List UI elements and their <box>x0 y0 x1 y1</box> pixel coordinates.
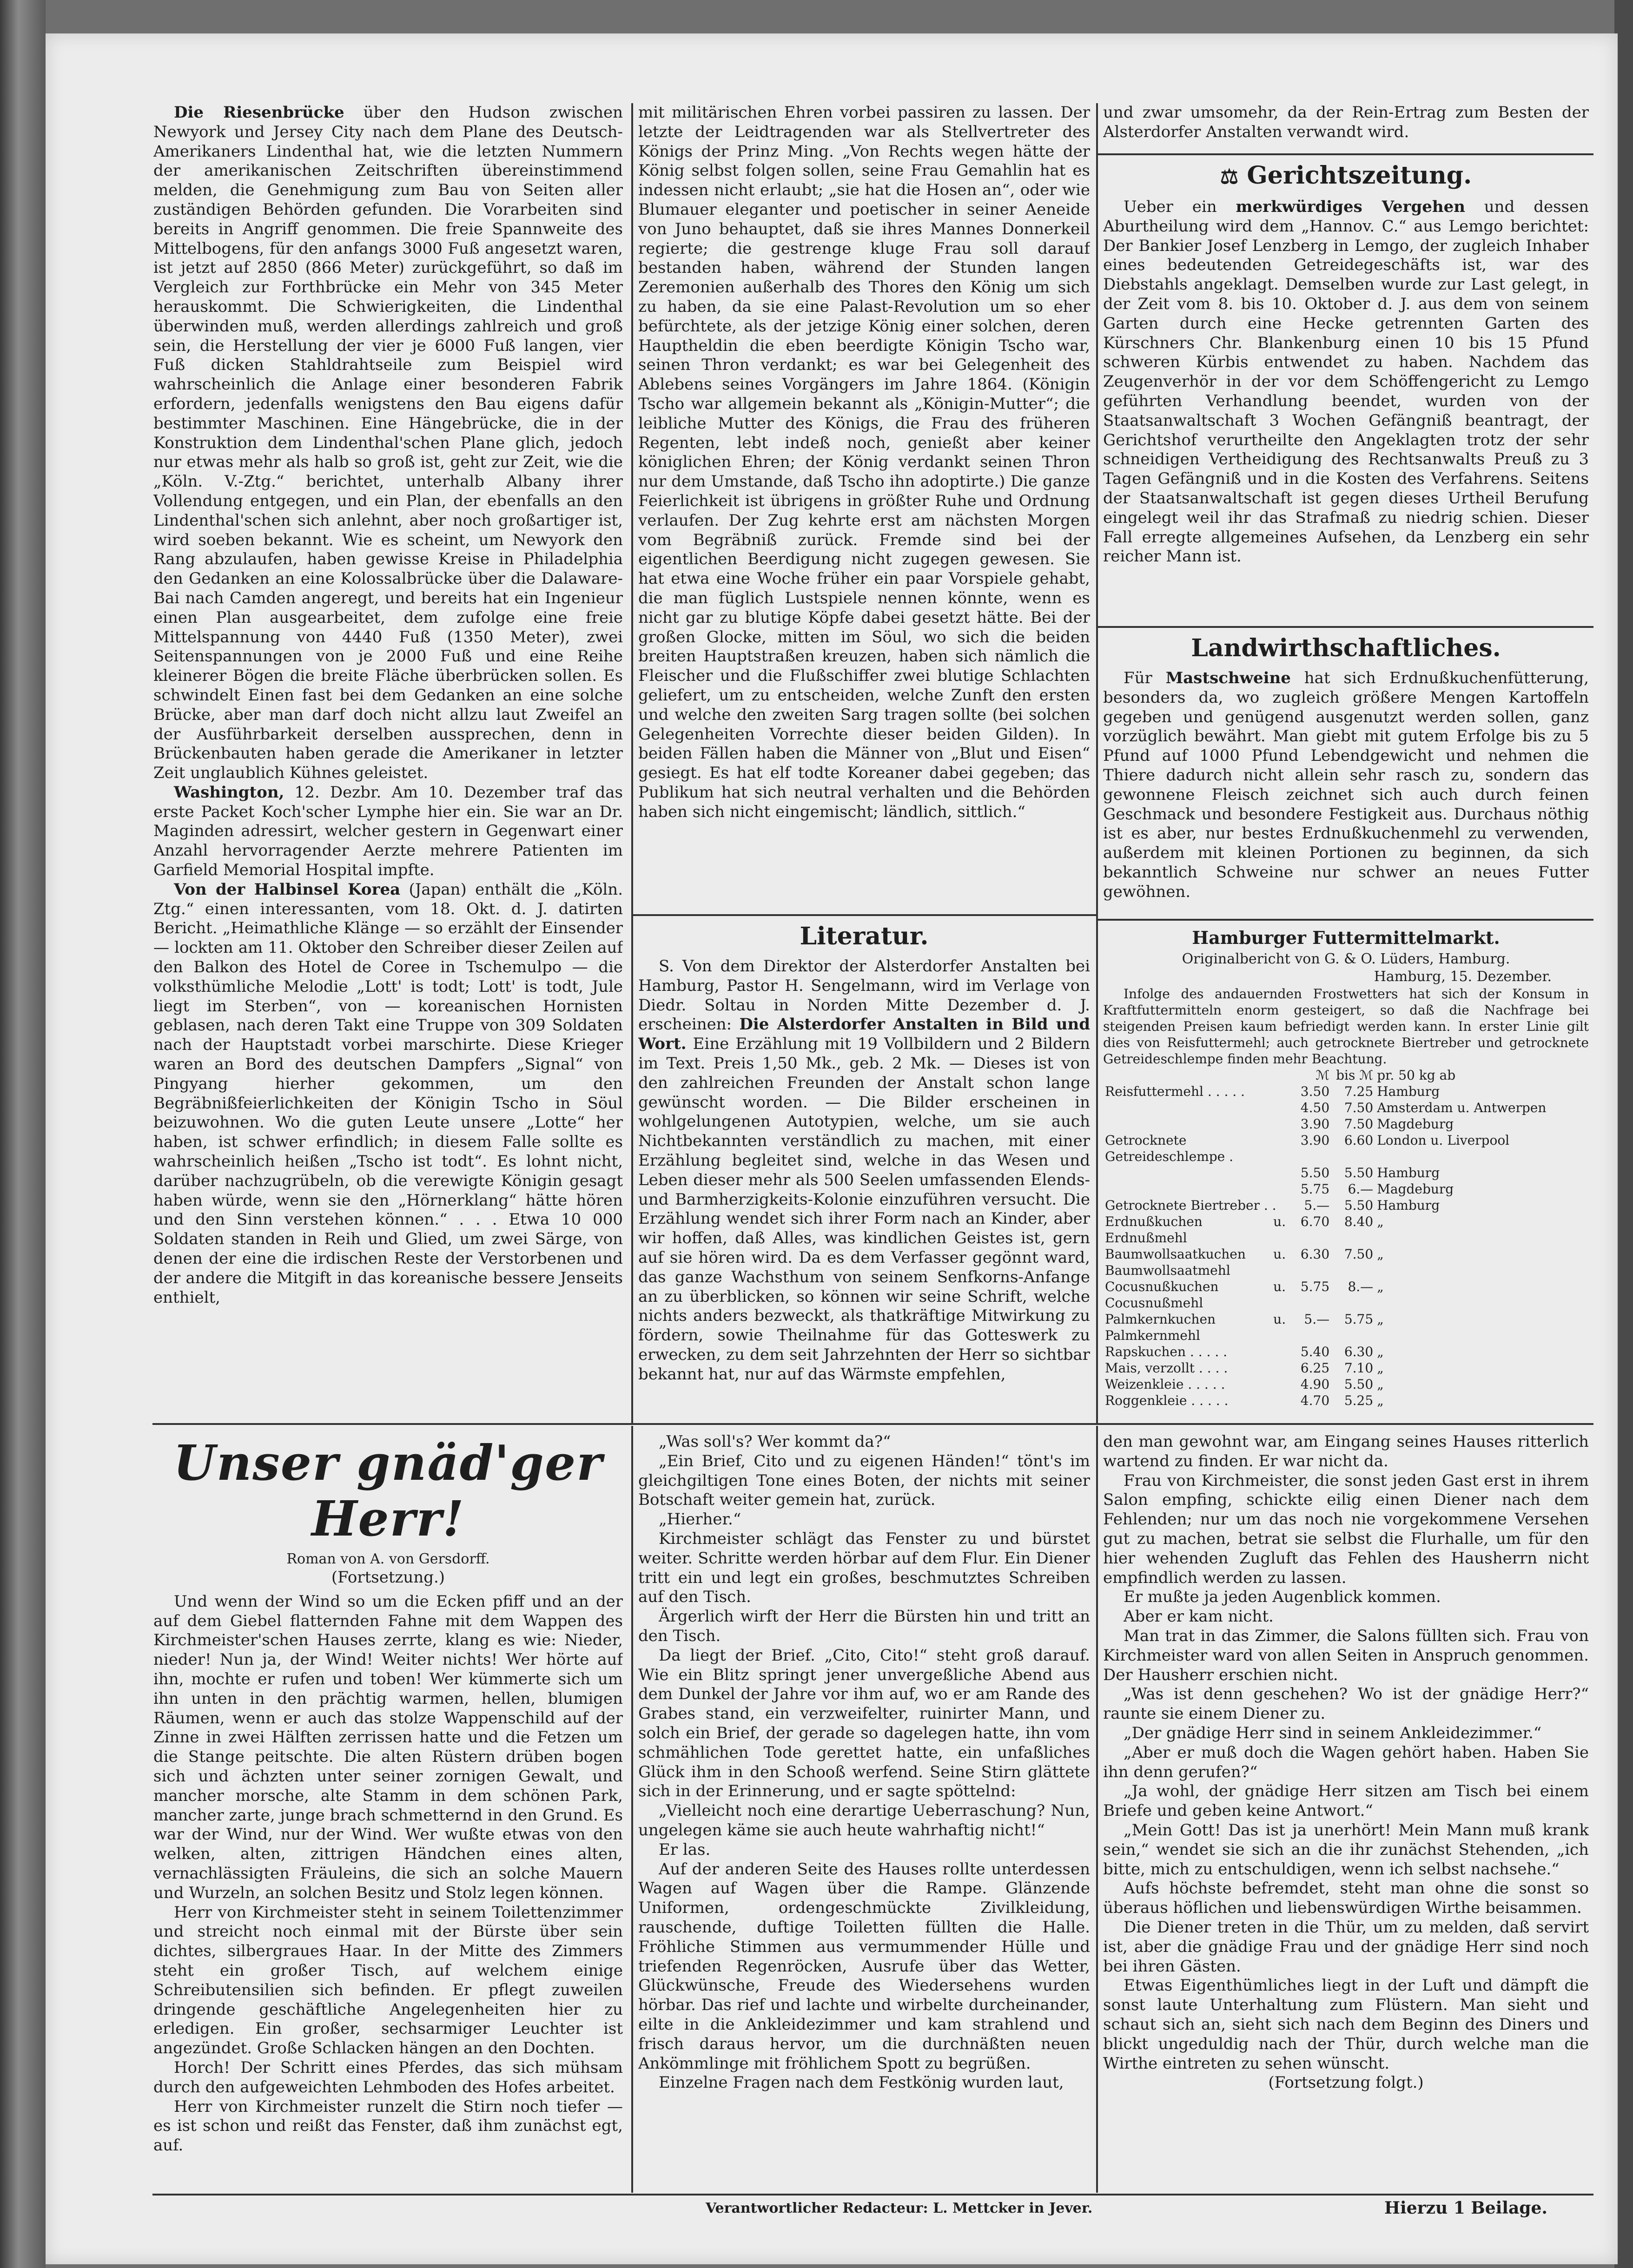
news-lead: Von der Halbinsel Korea <box>174 880 401 899</box>
news-column-2 <box>638 103 1090 912</box>
roman-paragraph: „Vielleicht noch eine derartige Ueberraschung? Nun, ungelegen käme sie auch heute wahrhaftig nicht!“ <box>638 1801 1090 1839</box>
roman-paragraph: Aber er kam nicht. <box>1124 1607 1274 1626</box>
column-rule <box>1096 103 1098 1423</box>
table-row: Palmkernkuchen u. Palmkernmehl 5.— 5.75 „ <box>1105 1312 1384 1343</box>
markt-section <box>1103 923 1589 1421</box>
roman-paragraph: Man trat in das Zimmer, die Salons füllten sich. Frau von Kirchmeister ward von allen Seiten in Anspruch genommen. Der Hausherr erschien nicht. <box>1103 1626 1589 1684</box>
news-column-3-top <box>1103 103 1589 152</box>
roman-column-2 <box>638 1432 1090 2190</box>
roman-byline: Roman von A. von Gersdorff. <box>286 1551 490 1567</box>
price-table-header: ℳ bis ℳ pr. 50 kg ab <box>1316 1068 1456 1083</box>
roman-fortsetzung: (Fortsetzung folgt.) <box>1268 2073 1424 2092</box>
table-row: Rapskuchen . . . . . 5.40 6.30 „ <box>1105 1344 1384 1359</box>
table-row: Cocusnußkuchen u. Cocusnußmehl 5.75 8.— „ <box>1105 1279 1384 1311</box>
landwirth-text: Für Mastschweine hat sich Erdnußkuchenfütterung, besonders da, wo zugleich größere Mengen Kartoffeln gegeben und genügend ausgenutzt werden sollen, ganz vorzüglich bewährt. Man giebt mit gutem Erfolge bis zu 5 Pfund auf 1000 Pfund Lebendgewicht und nehmen die Thiere dadurch nicht allein sehr rasch zu, sondern das gewonnene Fleisch zeichnet sich auch durch feinen Geschmack und besondere Festigkeit aus. Durchaus nöthig ist es aber, nur bestes Erdnußkuchenmehl zu verwenden, außerdem mit kleinen Portionen zu beginnen, da sich bekanntlich Schweine nur schwer an neues Futter gewöhnen. <box>1103 669 1589 901</box>
footer-beilage: Hierzu 1 Beilage. <box>1384 2198 1547 2218</box>
news-item-korea: Von der Halbinsel Korea (Japan) enthält die „Köln. Ztg.“ einen interessanten, vom 18. Okt. d. J. datirten Bericht. „Heimathliche Klänge — so erzählt der Einsender — lockten am 11. Oktober den Schreiber dieser Zeilen auf den Balkon des Hotel de Coree in Tschemulpo — die volksthümliche Melodie „Lott' is todt; Lott' is todt, Jule liegt im Sterben“, von — koreanischen Hornisten geblasen, nach deren Takt eine Truppe von 309 Soldaten nach der Hauptstadt vorbei marschirte. Diese Krieger waren an Bord des deutschen Dampfers „Signal“ von Pingyang hierher gekommen, um den Begräbnißfeierlichkeiten der Königin Tscho in Söul beizuwohnen. Wo die guten Leute unsere „Lotte“ her haben, ist schwer erfindlich; in diesem Falle sollte es wahrscheinlich heißen „Tscho ist todt“. Es lohnt nicht, darüber nachzugrübeln, ob die verewigte Königin gesagt haben würde, wenn sie den „Hörnerklang“ hätte hören und den Sinn verstehen können.“ . . . Etwa 10 000 Soldaten standen in Reih und Glied, um zwei Särge, von denen der eine die irdischen Reste der Verstorbenen und der andere die Mitgift in das koreanische bessere Jenseits enthielt, <box>153 880 623 1307</box>
gericht-heading: ⚖ Gerichtszeitung. <box>1220 161 1472 190</box>
markt-heading: Hamburger Futtermittelmarkt. <box>1192 927 1500 948</box>
table-row: Reisfuttermehl . . . . . 3.50 7.25 Hamburg <box>1105 1084 1440 1099</box>
roman-paragraph: „Aber er muß doch die Wagen gehört haben. Haben Sie ihn denn gerufen?“ <box>1103 1743 1589 1781</box>
gericht-text: Ueber ein merkwürdiges Vergehen und dessen Aburtheilung wird dem „Hannov. C.“ aus Lemgo berichtet: Der Bankier Josef Lenzberg in Lemgo, der zugleich Inhaber eines bedeutenden Getreidegeschäfts ist, war des Diebstahls angeklagt. Demselben wurde zur Last gelegt, in der Zeit vom 8. bis 10. Oktober d. J. aus dem von seinem Garten durch eine Hecke getrennten Garten des Kürschners Chr. Blankenburg einen 10 bis 15 Pfund schweren Kürbis entwendet zu haben. Nachdem das Zeugenverhör in der vor dem Schöffengericht zu Lemgo geführten Verhandlung beendet, wurden von der Staatsanwaltschaft 3 Wochen Gefängniß beantragt, der Gerichtshof verurtheilte den Angeklagten trotz der sehr schneidigen Vertheidigung des Rechtsanwalts Preuß zu 3 Tagen Gefängniß und in die Kosten des Verfahrens. Seitens der Staatsanwaltschaft ist gegen dieses Urtheil Berufung eingelegt weil ihr das Strafmaß zu niedrig schien. Dieser Fall erregte allgemeines Aufsehen, da Lenzberg ein sehr reicher Mann ist. <box>1103 198 1589 566</box>
gericht-section <box>1103 158 1589 623</box>
table-row: Getrocknete Biertreber . . 5.— 5.50 Hamburg <box>1105 1198 1440 1213</box>
table-row: Weizenkleie . . . . . 4.90 5.50 „ <box>1105 1377 1384 1392</box>
roman-paragraph: Ärgerlich wirft der Herr die Bürsten hin und tritt an den Tisch. <box>638 1607 1090 1645</box>
table-row: Mais, verzollt . . . . 6.25 7.10 „ <box>1105 1360 1384 1376</box>
news-text: mit militärischen Ehren vorbei passiren zu lassen. Der letzte der Leidtragenden war als Stellvertreter des Königs der Prinz Ming. „Von Rechts wegen hätte der König selbst folgen sollen, seine Frau Gemahlin hat es indessen nicht erlaubt; „sie hat die Hosen an“, oder wie Blumauer eleganter und poetischer in seiner Aeneide von Juno behauptet, daß sie ihres Mannes Donnerkeil regierte; die gestrenge kluge Frau soll darauf bestanden haben, während der Stunden langen Zeremonien außerhalb des Thores den König um sich zu haben, da sie eine Palast-Revolution um so eher befürchtete, als der jetzige König einer solchen, deren Hauptheldin die eben beerdigte Königin Tscho war, seinen Thron verdankt; es war bei Gelegenheit des Ablebens seines Vorgängers im Jahre 1864. (Königin Tscho war allgemein bekannt als „Königin-Mutter“; die leibliche Mutter des Königs, die Frau des früheren Regenten, lebt indeß noch, genießt aber keiner königlichen Ehren; der König verdankt seinen Thron nur dem Umstande, daß Tscho ihn adoptirte.) Die ganze Feierlichkeit ist übrigens in größter Ruhe und Ordnung verlaufen. Der Zug kehrte erst am nächsten Morgen vom Begräbniß zurück. Fremde sind bei der eigentlichen Beerdigung nicht zugegen gewesen. Sie hat etwa eine Woche früher ein paar Vorspiele gehabt, die man füglich Lustspiele nennen könnte, wenn es nicht gar zu blutige Köpfe dabei gesetzt hätte. Bei der großen Glocke, mitten im Söul, wo sich die beiden breiten Hauptstraßen kreuzen, haben sich nämlich die Fleischer und die Flußschiffer zwei blutige Schlachten geliefert, um zu entscheiden, welche Zunft den ersten und welche den zweiten Sarg tragen sollte (bei solchen Gelegenheiten Vorrechte dieser beiden Gilden). In beiden Fällen haben die Männer von „Blut und Eisen“ gesiegt. Es hat elf todte Koreaner dabei gegeben; das Publikum hat sich neutral verhalten und die Behörden haben sich nicht eingemischt; ländlich, sittlich.“ <box>638 103 1090 821</box>
literatur-text: S. Von dem Direktor der Alsterdorfer Anstalten bei Hamburg, Pastor H. Sengelmann, wird im Verlage von Diedr. Soltau in Norden Mitte Dezember d. J. erscheinen: Die Alsterdorfer Anstalten in Bild und Wort. Eine Erzählung mit 19 Vollbildern und 2 Bildern im Text. Preis 1,50 Mk., geb. 2 Mk. — Dieses ist von den zahlreichen Freunden der Anstalt schon lange gewünscht worden. — Die Bilder erscheinen in wohlgelungenen Autotypien, welche, um sie auch Nichtbekannten verständlich zu machen, mit einer Erzählung begleitet sind, welche in das Wesen und Leben dieser mehr als 500 Seelen umfassenden Elends- und Barmherzigkeits-Kolonie einzuführen versucht. Die Erzählung wendet sich ihrer Form nach an Kinder, aber wir hoffen, daß Alles, was kindlichen Geistes ist, gern auf sie hören wird. Da es dem Verfasser gegönnt ward, das ganze Wachsthum von seinem Senfkorns-Anfange an zu überblicken, so können wir seine Schrift, welche nichts anders bezweckt, als thatkräftige Mitwirkung zu fördern, sowie Theilnahme für das Gotteswerk zu erwecken, zu dem seit Jahrzehnten der Herr so sichtbar bekannt hat, nur auf das Wärmste empfehlen, <box>638 957 1090 1384</box>
roman-paragraph: Er las. <box>659 1840 711 1859</box>
roman-paragraph: Etwas Eigenthümliches liegt in der Luft und dämpft die sonst laute Unterhaltung zum Flüstern. Man sieht und schaut sich an, sieht sich nach dem Beginn des Diners und blickt ungeduldig nach der Thür, durch welche man die Wirthe eintreten zu sehen wünscht. <box>1103 1976 1589 2073</box>
table-row: Getrocknete Getreideschlempe . 3.90 6.60 London u. Liverpool <box>1105 1133 1510 1164</box>
roman-paragraph: „Was ist denn geschehen? Wo ist der gnädige Herr?“ raunte sie einem Diener zu. <box>1103 1685 1589 1723</box>
literatur-heading: Literatur. <box>800 922 929 950</box>
roman-continuation: (Fortsetzung.) <box>331 1568 445 1587</box>
newspaper-page <box>46 33 1618 2264</box>
news-item-bridge: Die Riesenbrücke über den Hudson zwischen Newyork und Jersey City nach dem Plane des Deutsch-Amerikaners Lindenthal hat, wie die letzten Nummern der amerikanischen Zeitschriften übereinstimmend melden, die Genehmigung zum Bau von Seiten aller zuständigen Behörden gefunden. Die Vorarbeiten sind bereits in Angriff genommen. Die freie Spannweite des Mittelbogens, für den anfangs 3000 Fuß angesetzt waren, ist jetzt auf 2850 (866 Meter) zurückgeführt, so daß im Vergleich zur Forthbrücke ein Mehr von 345 Meter herauskommt. Die Schwierigkeiten, die Lindenthal überwinden muß, werden allerdings zahlreich und groß sein, die Herstellung der vier je 6000 Fuß langen, vier Fuß dicken Stahldrahtseile zum Beispiel wird wahrscheinlich die Anlage einer besonderen Fabrik erfordern, jedenfalls wenigstens den Bau eigens dafür bestimmter Maschinen. Eine Hängebrücke, die in der Konstruktion dem Lindenthal'schen Plane glich, jedoch nur etwas mehr als halb so groß ist, geht zur Zeit, wie die „Köln. V.-Ztg.“ berichtet, unterhalb Albany ihrer Vollendung entgegen, und ein Plan, der ebenfalls an den Lindenthal'schen sich anlehnt, aber noch großartiger ist, wird soeben bekannt. Wie es scheint, um Newyork den Rang abzulaufen, haben gewisse Kreise in Philadelphia den Gedanken an eine Kolossalbrücke über die Dalaware-Bai nach Camden angeregt, und bereits hat ein Ingenieur einen Plan ausgearbeitet, dem zufolge eine freie Mittelspannung von 4440 Fuß (1350 Meter), zwei Seitenspannungen von je 2000 Fuß und eine Reihe kleinerer Bögen die breite Fläche überbrücken sollen. Es schwindelt Einen fast bei dem Gedanken an eine solche Brücke, aber man darf doch nicht allzu laut Zweifel an der Ausführbarkeit derselben aussprechen, denn in Brückenbauten haben gerade die Amerikaner in letzter Zeit unglaublich Kühnes geleistet. <box>153 103 623 783</box>
roman-paragraph: Herr von Kirchmeister runzelt die Stirn noch tiefer — es ist schon und reißt das Fenster, daß ihm zunächst egt, auf. <box>153 2097 623 2155</box>
news-lead: Washington, <box>174 783 284 802</box>
markt-intro: Infolge des andauernden Frostwetters hat sich der Konsum in Kraftfuttermitteln enorm gesteigert, so daß die Nachfrage bei steigenden Preisen kaum befriedigt werden kann. In erster Linie gilt dies von Reisfuttermehl; auch getrocknete Biertreber und getrocknete Getreideschlempe finden mehr Beachtung. <box>1103 986 1589 1067</box>
table-row: 5.50 5.50 Hamburg <box>1300 1165 1440 1180</box>
price-table <box>1103 1067 1589 1409</box>
table-row: Erdnußkuchen u. Erdnußmehl 6.70 8.40 „ <box>1105 1214 1384 1246</box>
roman-paragraph: den man gewohnt war, am Eingang seines Hauses ritterlich wartend zu finden. Er war nicht da. <box>1103 1432 1589 1470</box>
roman-paragraph: Und wenn der Wind so um die Ecken pfiff und an der auf dem Giebel flatternden Fahne mit dem Wappen des Kirchmeister'schen Hauses zerrte, klang es wie: Nieder, nieder! Nun ja, der Wind! Weiter nichts! Wer hörte auf ihn, mochte er rufen und toben! Wer kümmerte sich um ihn unten in den prächtig warmen, hellen, blumigen Räumen, wenn er auch das stolze Wappenschild auf der Zinne in zwei Hälften zerrissen hatte und die Fetzen um die Stange peitschte. Die alten Rüstern drüben bogen sich und ächzten unter seiner zornigen Gewalt, und mancher morsche, alte Stamm in dem schönen Park, mancher zarte, junge brach schmetternd in den Grund. Es war der Wind, nur der Wind. Wer wußte etwas von den welken, alten, zittrigen Händchen eines alten, vernachlässigten Fräuleins, die sich an solche Mauern und Wurzeln, an solchen Besitz und Stolz legen können. <box>153 1592 623 1902</box>
roman-paragraph: Horch! Der Schritt eines Pferdes, das sich mühsam durch den aufgeweichten Lehmboden des Hofes arbeitet. <box>153 2058 623 2097</box>
news-text: und zwar umsomehr, da der Rein-Ertrag zum Besten der Alsterdorfer Anstalten verwandt wird. <box>1103 103 1589 141</box>
news-lead: Die Riesenbrücke <box>174 103 344 122</box>
roman-paragraph: „Hierher.“ <box>659 1510 741 1529</box>
roman-column-3 <box>1103 1432 1589 2190</box>
roman-paragraph: „Ja wohl, der gnädige Herr sitzen am Tisch bei einem Briefe und geben keine Antwort.“ <box>1103 1782 1589 1820</box>
section-rule <box>1098 919 1593 921</box>
news-column-1 <box>153 103 623 1418</box>
roman-paragraph: Da liegt der Brief. „Cito, Cito!“ steht groß darauf. Wie ein Blitz springt jener unvergeßliche Abend aus dem Dunkel der Jahre vor ihm auf, wo er am Rande des Grabes stand, ein verzweifelter, ruinirter Mann, und solch ein Brief, der gerade so dagelegen hatte, ihn vom schmählichen Tode gerettet hatte, ein unfaßliches Glück ihm in den Schooß werfend. Seine Stirn glättete sich in der Erinnerung, und er sagte spöttelnd: <box>638 1646 1090 1801</box>
roman-column-1 <box>153 1432 623 2190</box>
news-item-washington: Washington, 12. Dezbr. Am 10. Dezember traf das erste Packet Koch'scher Lymphe hier ein. Sie war an Dr. Maginden adressirt, welcher gestern in Gegenwart einer Anzahl hervorragender Aerzte mehrere Patienten im Garfield Memorial Hospital impfte. <box>153 783 623 880</box>
roman-paragraph: „Was soll's? Wer kommt da?“ <box>659 1432 891 1451</box>
table-row: 4.50 7.50 Amsterdam u. Antwerpen <box>1300 1100 1547 1115</box>
footer-rule <box>152 2194 1593 2195</box>
column-rule <box>1096 1426 1098 2193</box>
roman-paragraph: Frau von Kirchmeister, die sonst jeden Gast erst in ihrem Salon empfing, schickte eilig einen Diener nach dem Fehlenden; nur um das noch nie vorgekommene Versehen gut zu machen, betrat sie selbst die Flurhalle, um für den hier wehenden Zugluft das Fehlen des Hausherrn nicht empfindlich werden zu lassen. <box>1103 1471 1589 1587</box>
roman-paragraph: „Der gnädige Herr sind in seinem Ankleidezimmer.“ <box>1124 1723 1542 1742</box>
roman-title: Unser gnäd'ger Herr! <box>173 1434 603 1547</box>
section-rule <box>1098 626 1593 628</box>
table-row: 5.75 6.— Magdeburg <box>1300 1181 1454 1197</box>
footer-redakteur: Verantwortlicher Redacteur: L. Mettcker in Jever. <box>706 2200 1093 2216</box>
roman-paragraph: „Ein Brief, Cito und zu eigenen Händen!“ tönt's im gleichgiltigen Tone eines Boten, der nichts mit seiner Botschaft weiter gemein hat, zurück. <box>638 1451 1090 1510</box>
roman-paragraph: Aufs höchste befremdet, steht man ohne die sonst so überaus höflichen und liebenswürdigen Wirthe beisammen. <box>1103 1879 1589 1918</box>
roman-paragraph: „Mein Gott! Das ist ja unerhört! Mein Mann muß krank sein,“ wendet sie sich an die ihr zunächst Stehenden, „ich bitte, mich zu entschuldigen, wenn ich selbst nachsehe.“ <box>1103 1820 1589 1879</box>
landwirth-heading: Landwirthschaftliches. <box>1191 634 1501 662</box>
section-rule <box>1098 153 1593 155</box>
table-row: Baumwollsaatkuchen u. Baumwollsaatmehl 6.30 7.50 „ <box>1105 1246 1384 1278</box>
scales-icon: ⚖ <box>1220 165 1239 189</box>
roman-paragraph: Er mußte ja jeden Augenblick kommen. <box>1124 1588 1441 1607</box>
book-spine <box>0 0 46 2268</box>
column-rule <box>631 103 633 1423</box>
roman-paragraph: Einzelne Fragen nach dem Festkönig wurden laut, <box>659 2073 1064 2092</box>
section-rule <box>633 914 1096 916</box>
column-rule <box>631 1426 633 2193</box>
section-rule <box>152 1423 1593 1425</box>
roman-paragraph: Kirchmeister schlägt das Fenster zu und bürstet weiter. Schritte werden hörbar auf dem Flur. Ein Diener tritt ein und legt ein großes, beschmutztes Schreiben auf den Tisch. <box>638 1529 1090 1607</box>
roman-paragraph: Auf der anderen Seite des Hauses rollte unterdessen Wagen auf Wagen über die Rampe. Glänzende Uniformen, ordengeschmückte Zivilkleidung, rauschende, duftige Toiletten füllten die Halle. Fröhliche Stimmen aus vermummender Hülle und triefenden Regenröcken, Ausrufe über das Wetter, Glückwünsche, Freude des Wiedersehens wurden hörbar. Das rief und lachte und wirbelte durcheinander, eilte in die Ankleidezimmer und kam strahlend und frisch daraus hervor, um die durchnäßten neuen Ankömmlinge mit fröhlichem Spott zu begrüßen. <box>638 1859 1090 2073</box>
roman-paragraph: Die Diener treten in die Thür, um zu melden, daß servirt ist, aber die gnädige Frau und der gnädige Herr sind noch bei ihren Gästen. <box>1103 1918 1589 1976</box>
roman-paragraph: Herr von Kirchmeister steht in seinem Toilettenzimmer und streicht noch einmal mit der Bürste über sein dichtes, silbergraues Haar. In der Mitte des Zimmers steht ein großer Tisch, auf welchem einige Schreibutensilien sich befinden. Er pflegt zuweilen dringende geschäftliche Angelegenheiten hier zu erledigen. Ein großer, sechsarmiger Leuchter ist angezündet. Große Schlacken hängen an den Dochten. <box>153 1903 623 2058</box>
table-row: 3.90 7.50 Magdeburg <box>1300 1116 1454 1132</box>
book-title: Die Alsterdorfer Anstalten in Bild und Wort. <box>638 1015 1090 1054</box>
landwirth-section <box>1103 631 1589 916</box>
table-row: Roggenkleie . . . . . 4.70 5.25 „ <box>1105 1393 1384 1408</box>
literatur-section <box>638 919 1090 1421</box>
markt-dateline: Hamburg, 15. Dezember. <box>1374 969 1552 985</box>
markt-byline: Originalbericht von G. & O. Lüders, Hamburg. <box>1182 951 1510 967</box>
